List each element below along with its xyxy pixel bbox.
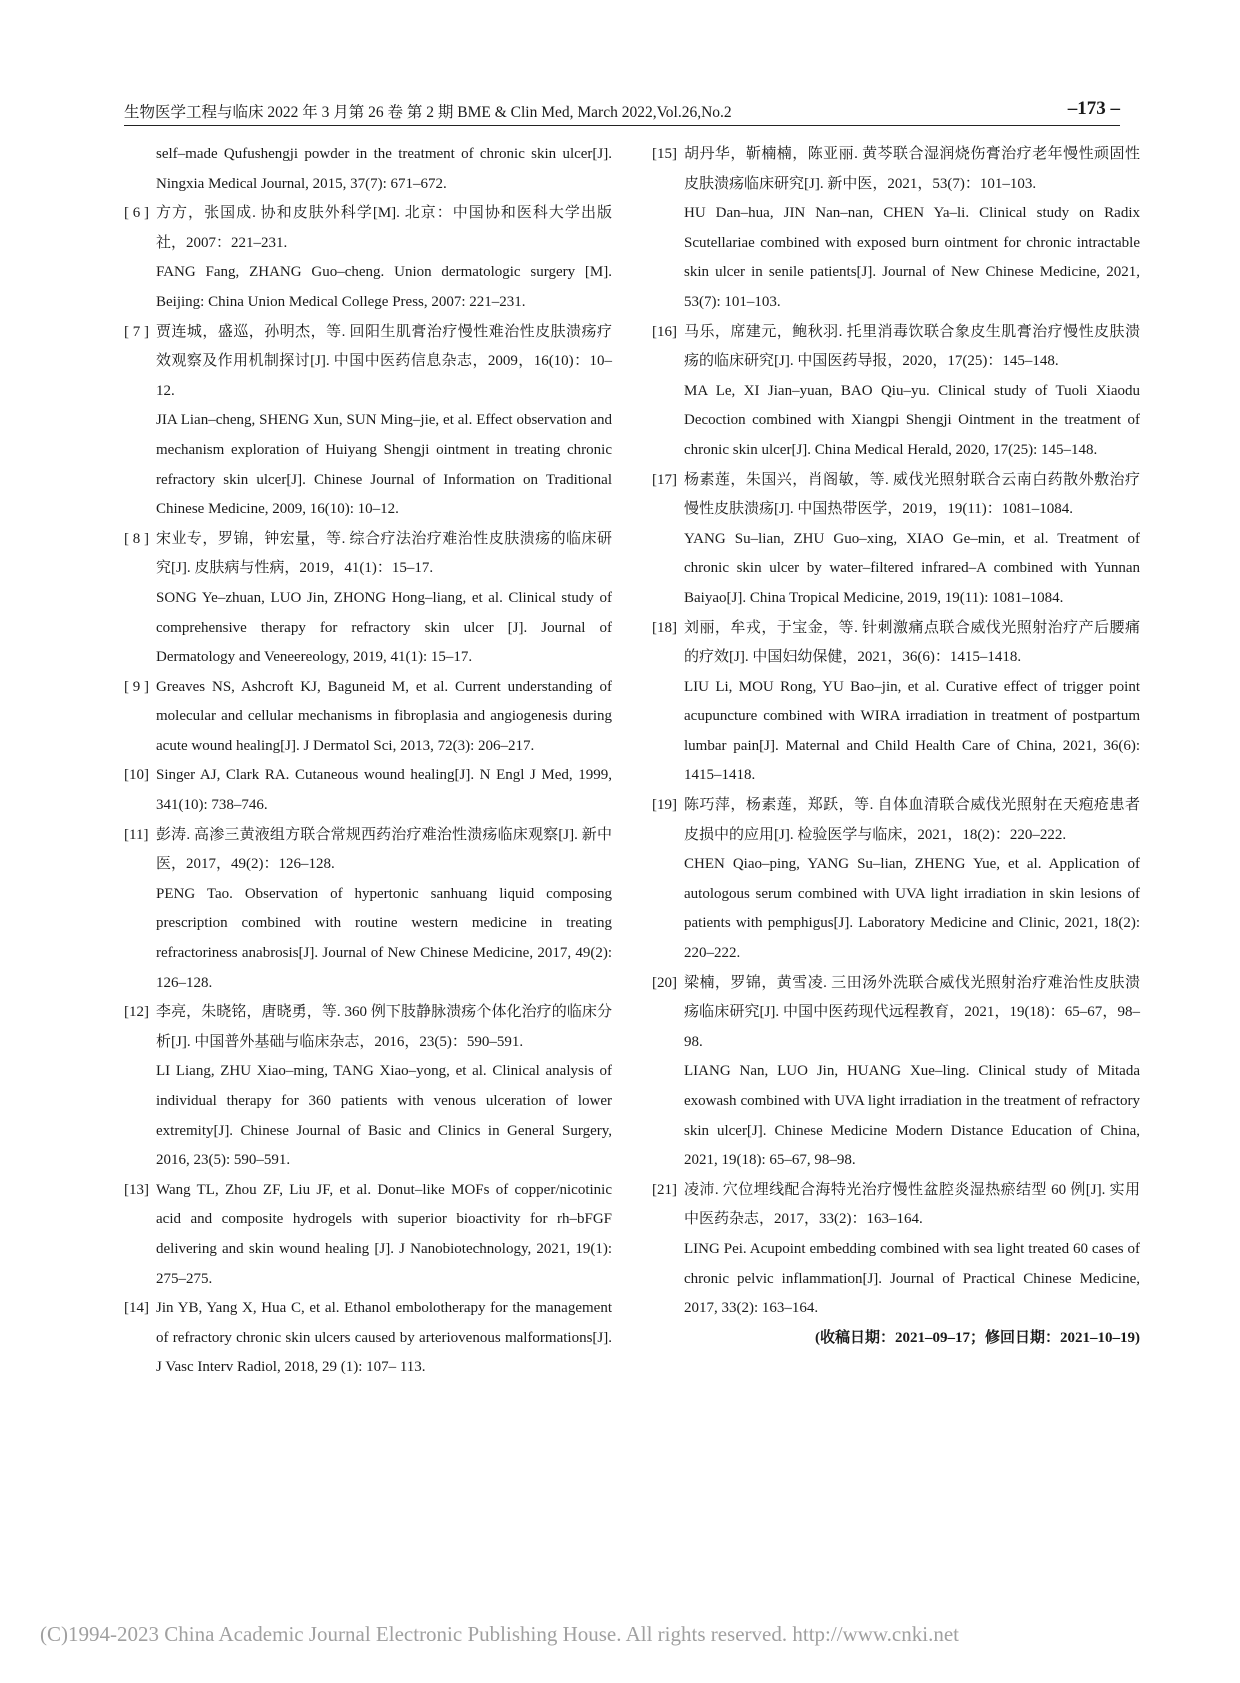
reference-english-citation: Singer AJ, Clark RA. Cutaneous wound healing[J]. N Engl J Med, 1999, 341(10): 738–746. bbox=[156, 767, 612, 814]
reference-number: [10] bbox=[124, 767, 149, 784]
reference-number: [20] bbox=[652, 974, 677, 991]
reference-number: [16] bbox=[652, 323, 677, 340]
reference-number: [15] bbox=[652, 146, 677, 162]
reference-chinese-citation: 方方，张国成. 协和皮肤外科学[M]. 北京：中国协和医科大学出版社，2007：221–231. bbox=[156, 205, 612, 251]
reference-entry bbox=[124, 1294, 612, 1383]
reference-chinese-citation: 胡丹华，靳楠楠，陈亚丽. 黄芩联合湿润烧伤膏治疗老年慢性顽固性皮肤溃疡临床研究[J]. 新中医，2021，53(7)：101–103. bbox=[684, 146, 1140, 192]
reference-entry bbox=[124, 821, 612, 999]
reference-entry bbox=[124, 673, 612, 762]
reference-number: [ 6 ] bbox=[124, 205, 149, 222]
reference-entry bbox=[124, 199, 612, 317]
reference-column-left bbox=[124, 140, 612, 1383]
reference-number: [21] bbox=[652, 1181, 677, 1198]
reference-entry bbox=[652, 140, 1140, 318]
header-rule bbox=[124, 125, 1120, 126]
reference-english-citation: FANG Fang, ZHANG Guo–cheng. Union dermatologic surgery [M]. Beijing: China Union Medical College Press, 2007: 221–231. bbox=[156, 264, 612, 310]
reference-entry bbox=[124, 998, 612, 1176]
reference-number: [11] bbox=[124, 826, 149, 843]
reference-number: [14] bbox=[124, 1300, 149, 1317]
journal-running-title: 生物医学工程与临床 2022 年 3 月第 26 卷 第 2 期 BME & Clin Med, March 2022,Vol.26,No.2 bbox=[124, 104, 732, 121]
reference-number: [13] bbox=[124, 1181, 149, 1198]
reference-english-citation: LIANG Nan, LUO Jin, HUANG Xue–ling. Clinical study of Mitada exowash combined with UVA light irradiation in the treatment of refractory skin ulcer[J]. Chinese Medicine Modern Distance Education of China, 2021, 19(18): 65–67, 98–98. bbox=[684, 1063, 1140, 1169]
reference-entry bbox=[652, 1176, 1140, 1324]
reference-english-citation: YANG Su–lian, ZHU Guo–xing, XIAO Ge–min, et al. Treatment of chronic skin ulcer by water–filtered infrared–A combined with Yunnan Baiyao[J]. China Tropical Medicine, 2019, 19(11): 1081–1084. bbox=[684, 530, 1140, 606]
reference-english-citation: MA Le, XI Jian–yuan, BAO Qiu–yu. Clinical study of Tuoli Xiaodu Decoction combined with Xiangpi Shengji Ointment in the treatment of chronic skin ulcer[J]. China Medical Herald, 2020, 17(25): 145–148. bbox=[684, 382, 1140, 458]
reference-entry bbox=[124, 761, 612, 820]
reference-chinese-citation: 杨素莲，朱国兴，肖阁敏，等. 威伐光照射联合云南白药散外敷治疗慢性皮肤溃疡[J]. 中国热带医学，2019，19(11)：1081–1084. bbox=[684, 471, 1140, 518]
reference-number: [ 8 ] bbox=[124, 530, 149, 547]
reference-english-citation: LI Liang, ZHU Xiao–ming, TANG Xiao–yong, et al. Clinical analysis of individual therapy for 360 patients with venous ulceration of lower extremity[J]. Chinese Journal of Basic and Clinics in General Surgery, 2016, 23(5): 590–591. bbox=[156, 1063, 612, 1169]
received-revised-dates: (收稿日期：2021–09–17；修回日期：2021–10–19) bbox=[815, 1329, 1140, 1346]
reference-entry bbox=[124, 318, 612, 525]
reference-english-citation: JIA Lian–cheng, SHENG Xun, SUN Ming–jie, et al. Effect observation and mechanism exploration of Huiyang Shengji ointment in treating chronic refractory skin ulcer[J]. Chinese Journal of Information on Traditional Chinese Medicine, 2009, 16(10): 10–12. bbox=[156, 412, 612, 518]
reference-english-citation: self–made Qufushengji powder in the treatment of chronic skin ulcer[J]. Ningxia Medical Journal, 2015, 37(7): 671–672. bbox=[156, 146, 612, 192]
reference-entry bbox=[652, 791, 1140, 969]
reference-entry bbox=[652, 466, 1140, 614]
reference-chinese-citation: 贾连城，盛巡，孙明杰，等. 回阳生肌膏治疗慢性难治性皮肤溃疡疗效观察及作用机制探讨[J]. 中国中医药信息杂志，2009，16(10)：10–12. bbox=[156, 323, 612, 399]
page-number: –173 – bbox=[1067, 98, 1120, 119]
running-header bbox=[124, 100, 1120, 130]
reference-english-citation: Wang TL, Zhou ZF, Liu JF, et al. Donut–like MOFs of copper/nicotinic acid and composite hydrogels with superior bioactivity for rh–bFGF delivering and skin wound healing [J]. J Nanobiotechnology, 2021, 19(1): 275–275. bbox=[156, 1181, 612, 1287]
reference-number: [18] bbox=[652, 619, 677, 636]
reference-number: [ 7 ] bbox=[124, 323, 149, 340]
reference-number: [19] bbox=[652, 797, 677, 814]
reference-english-citation: PENG Tao. Observation of hypertonic sanhuang liquid composing prescription combined with routine western medicine in treating refractoriness anabrosis[J]. Journal of New Chinese Medicine, 2017, 49(2): 126–128. bbox=[156, 885, 612, 991]
reference-english-citation: CHEN Qiao–ping, YANG Su–lian, ZHENG Yue, et al. Application of autologous serum combined with UVA light irradiation in skin lesions of patients with pemphigus[J]. Laboratory Medicine and Clinic, 2021, 18(2): 220–222. bbox=[684, 856, 1140, 962]
reference-entry bbox=[652, 614, 1140, 792]
reference-chinese-citation: 宋业专，罗锦，钟宏量，等. 综合疗法治疗难治性皮肤溃疡的临床研究[J]. 皮肤病与性病，2019，41(1)：15–17. bbox=[156, 530, 612, 577]
reference-column-right bbox=[652, 140, 1140, 1353]
reference-entry bbox=[652, 318, 1140, 466]
reference-number: [12] bbox=[124, 1004, 149, 1021]
reference-english-citation: Jin YB, Yang X, Hua C, et al. Ethanol embolotherapy for the management of refractory chronic skin ulcers caused by arteriovenous malformations[J]. J Vasc Interv Radiol, 2018, 29 (1): 107– 113. bbox=[156, 1300, 612, 1376]
reference-entry bbox=[652, 969, 1140, 1176]
reference-chinese-citation: 凌沛. 穴位埋线配合海特光治疗慢性盆腔炎湿热瘀结型 60 例[J]. 实用中医药杂志，2017，33(2)：163–164. bbox=[684, 1181, 1140, 1228]
reference-number: [ 9 ] bbox=[124, 678, 149, 695]
reference-english-citation: Greaves NS, Ashcroft KJ, Baguneid M, et al. Current understanding of molecular and cellular mechanisms in fibroplasia and angiogenesis during acute wound healing[J]. J Dermatol Sci, 2013, 72(3): 206–217. bbox=[156, 678, 612, 754]
reference-english-citation: LIU Li, MOU Rong, YU Bao–jin, et al. Curative effect of trigger point acupuncture combined with WIRA irradiation in treatment of postpartum lumbar pain[J]. Maternal and Child Health Care of China, 2021, 36(6): 1415–1418. bbox=[684, 678, 1140, 784]
reference-english-citation: HU Dan–hua, JIN Nan–nan, CHEN Ya–li. Clinical study on Radix Scutellariae combined with exposed burn ointment for chronic intractable skin ulcer in senile patients[J]. Journal of New Chinese Medicine, 2021, 53(7): 101–103. bbox=[684, 205, 1140, 310]
reference-english-citation: SONG Ye–zhuan, LUO Jin, ZHONG Hong–liang, et al. Clinical study of comprehensive therapy for refractory skin ulcer [J]. Journal of Dermatology and Veneereology, 2019, 41(1): 15–17. bbox=[156, 589, 612, 666]
reference-number: [17] bbox=[652, 471, 677, 488]
reference-chinese-citation: 马乐，席建元，鲍秋羽. 托里消毒饮联合象皮生肌膏治疗慢性皮肤溃疡的临床研究[J]. 中国医药导报，2020，17(25)：145–148. bbox=[684, 323, 1140, 370]
reference-english-citation: LING Pei. Acupoint embedding combined with sea light treated 60 cases of chronic pelvic inflammation[J]. Journal of Practical Chinese Medicine, 2017, 33(2): 163–164. bbox=[684, 1240, 1140, 1317]
copyright-footer: (C)1994-2023 China Academic Journal Electronic Publishing House. All rights reserved. http://www.cnki.net bbox=[40, 1622, 959, 1646]
reference-chinese-citation: 梁楠，罗锦，黄雪凌. 三田汤外洗联合威伐光照射治疗难治性皮肤溃疡临床研究[J]. 中国中医药现代远程教育，2021，19(18)：65–67，98–98. bbox=[684, 974, 1140, 1050]
reference-chinese-citation: 刘丽，牟戎，于宝金，等. 针刺激痛点联合威伐光照射治疗产后腰痛的疗效[J]. 中国妇幼保健，2021，36(6)：1415–1418. bbox=[684, 619, 1140, 666]
reference-chinese-citation: 彭涛. 高渗三黄液组方联合常规西药治疗难治性溃疡临床观察[J]. 新中医，2017，49(2)：126–128. bbox=[156, 826, 612, 873]
reference-chinese-citation: 陈巧萍，杨素莲，郑跃，等. 自体血清联合威伐光照射在天疱疮患者皮损中的应用[J]. 检验医学与临床，2021，18(2)：220–222. bbox=[684, 797, 1140, 843]
reference-entry bbox=[124, 1176, 612, 1294]
reference-entry bbox=[124, 140, 612, 199]
reference-chinese-citation: 李亮，朱晓铭，唐晓勇，等. 360 例下肢静脉溃疡个体化治疗的临床分析[J]. 中国普外基础与临床杂志，2016，23(5)：590–591. bbox=[156, 1004, 612, 1050]
reference-entry bbox=[124, 525, 612, 673]
